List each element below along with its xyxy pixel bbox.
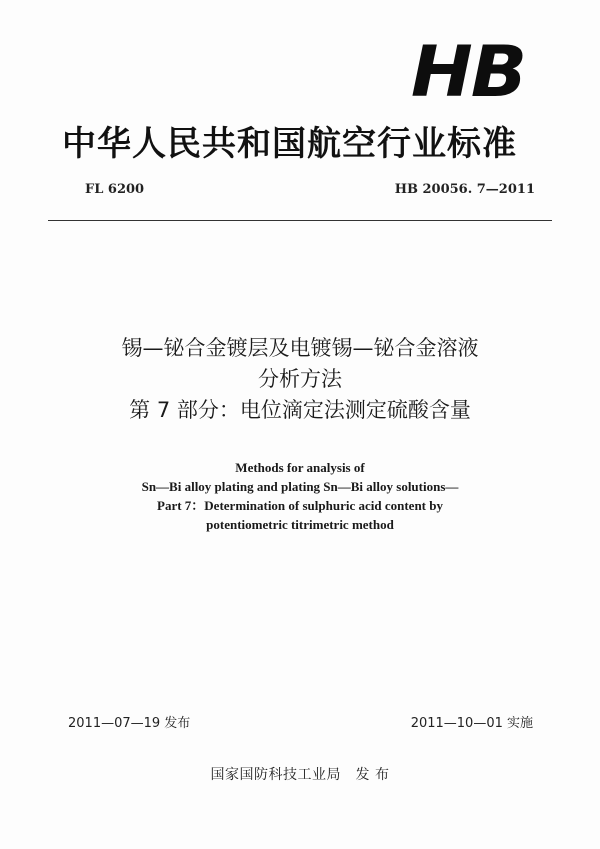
standard-number: HB 20056. 7—2011 [394, 182, 535, 197]
classification-code: FL 6200 [85, 182, 145, 197]
standard-type-title: 中华人民共和国航空行业标准 [62, 124, 517, 164]
english-title [0, 458, 600, 534]
logo-text: HB [410, 31, 526, 113]
english-title-line-1: Methods for analysis of [235, 460, 365, 475]
hb-logo [398, 31, 538, 113]
publisher: 国家国防科技工业局 发 布 [210, 767, 390, 783]
chinese-title-line-2: 分析方法 [258, 367, 342, 391]
issue-date: 2011—07—19 发布 [68, 716, 191, 731]
chinese-title-line-3: 第 7 部分：电位滴定法测定硫酸含量 [129, 398, 471, 422]
english-title-line-3: Part 7：Determination of sulphuric acid content by [157, 498, 443, 513]
implementation-date: 2011—10—01 实施 [410, 716, 533, 731]
date-row [68, 712, 533, 731]
chinese-title [0, 333, 600, 426]
code-row [85, 182, 535, 197]
chinese-title-line-1: 锡—铋合金镀层及电镀锡—铋合金溶液 [121, 336, 479, 360]
english-title-line-4: potentiometric titrimetric method [206, 517, 394, 532]
header-divider [48, 220, 552, 221]
english-title-line-2: Sn—Bi alloy plating and plating Sn—Bi alloy solutions— [141, 479, 459, 494]
